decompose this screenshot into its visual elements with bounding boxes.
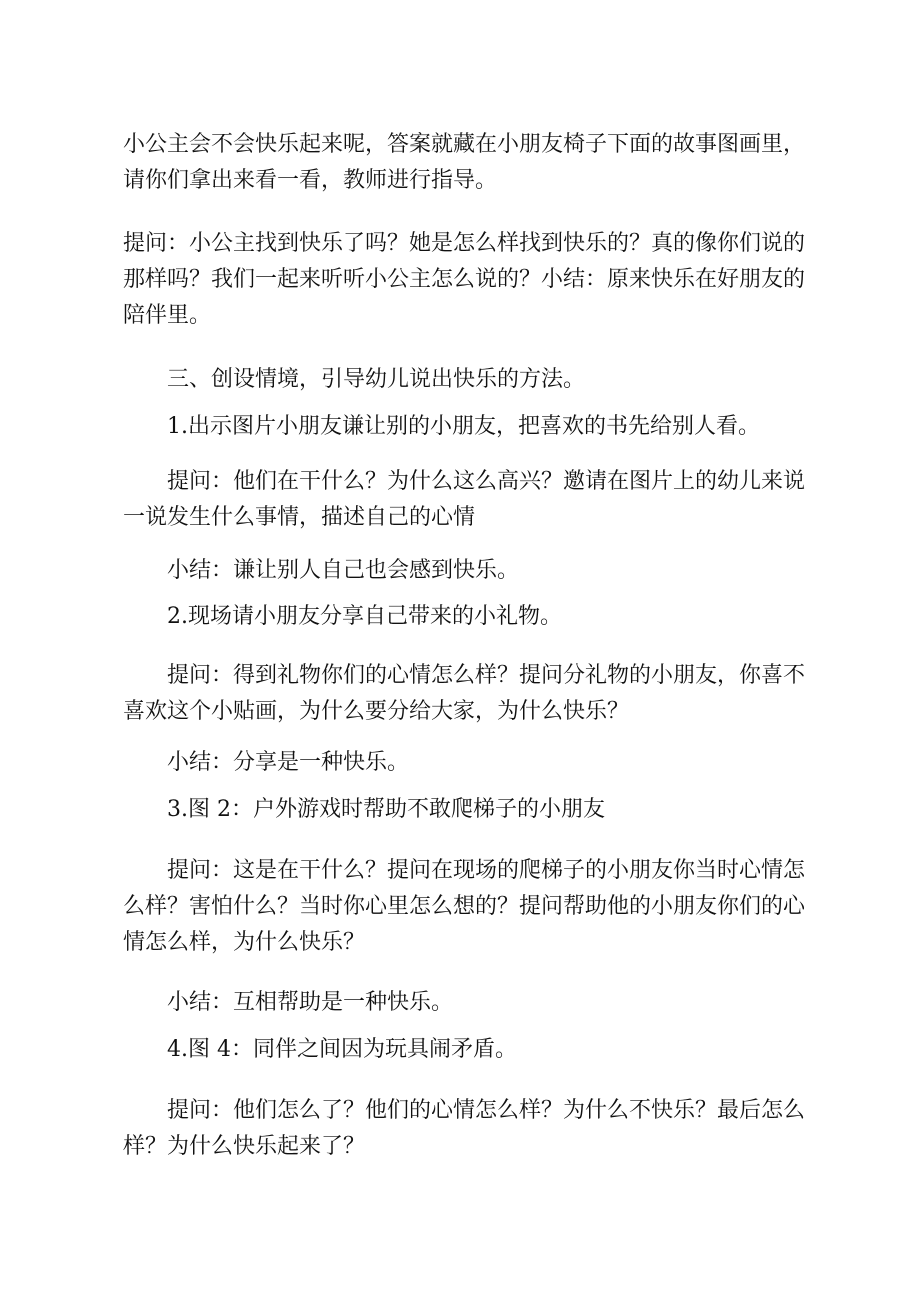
text-line: 4.图 4：同伴之间因为玩具闹矛盾。: [167, 1037, 517, 1062]
paragraph-question: [123, 464, 813, 536]
text-line: 陪伴里。: [123, 303, 212, 328]
text-line: 三、创设情境，引导幼儿说出快乐的方法。: [167, 367, 586, 392]
text-line: 小结：分享是一种快乐。: [167, 750, 410, 775]
text-line: 提问：这是在干什么？提问在现场的爬梯子的小朋友你当时心情怎: [167, 858, 806, 883]
text-line: 样？为什么快乐起来了？: [123, 1134, 366, 1159]
text-line: 2.现场请小朋友分享自己带来的小礼物。: [167, 604, 562, 629]
text-line: 提问：他们在干什么？为什么这么高兴？邀请在图片上的幼儿来说: [167, 469, 806, 494]
text-line: 小结：谦让别人自己也会感到快乐。: [167, 558, 520, 583]
text-line: 3.图 2：户外游戏时帮助不敢爬梯子的小朋友: [167, 797, 605, 822]
text-line: 喜欢这个小贴画，为什么要分给大家，为什么快乐？: [123, 699, 630, 724]
list-item: [123, 1032, 813, 1068]
paragraph-question: [123, 853, 813, 961]
text-line: 小结：互相帮助是一种快乐。: [167, 990, 454, 1015]
text-line: 么样？害怕什么？当时你心里怎么想的？提问帮助他的小朋友你们的心: [123, 894, 806, 919]
paragraph-question: [123, 1093, 813, 1165]
paragraph-summary: [123, 553, 813, 589]
paragraph-question: [123, 658, 813, 730]
text-line: 1.出示图片小朋友谦让别的小朋友，把喜欢的书先给别人看。: [167, 414, 760, 439]
list-item: [123, 792, 813, 828]
text-line: 那样吗？我们一起来听听小公主怎么说的？小结：原来快乐在好朋友的: [123, 267, 806, 292]
paragraph-question: [123, 226, 813, 334]
paragraph-intro: [123, 127, 813, 199]
section-heading: [123, 362, 813, 398]
text-line: 提问：得到礼物你们的心情怎么样？提问分礼物的小朋友，你喜不: [167, 663, 806, 688]
paragraph-summary: [123, 985, 813, 1021]
paragraph-summary: [123, 745, 813, 781]
text-line: 提问：他们怎么了？他们的心情怎么样？为什么不快乐？最后怎么: [167, 1098, 806, 1123]
list-item: [123, 599, 813, 635]
text-line: 情怎么样，为什么快乐？: [123, 930, 366, 955]
list-item: [123, 409, 813, 445]
text-line: 请你们拿出来看一看，教师进行指导。: [123, 168, 498, 193]
text-line: 一说发生什么事情，描述自己的心情: [123, 505, 476, 530]
text-line: 小公主会不会快乐起来呢，答案就藏在小朋友椅子下面的故事图画里，: [123, 132, 806, 157]
text-line: 提问：小公主找到快乐了吗？她是怎么样找到快乐的？真的像你们说的: [123, 231, 806, 256]
